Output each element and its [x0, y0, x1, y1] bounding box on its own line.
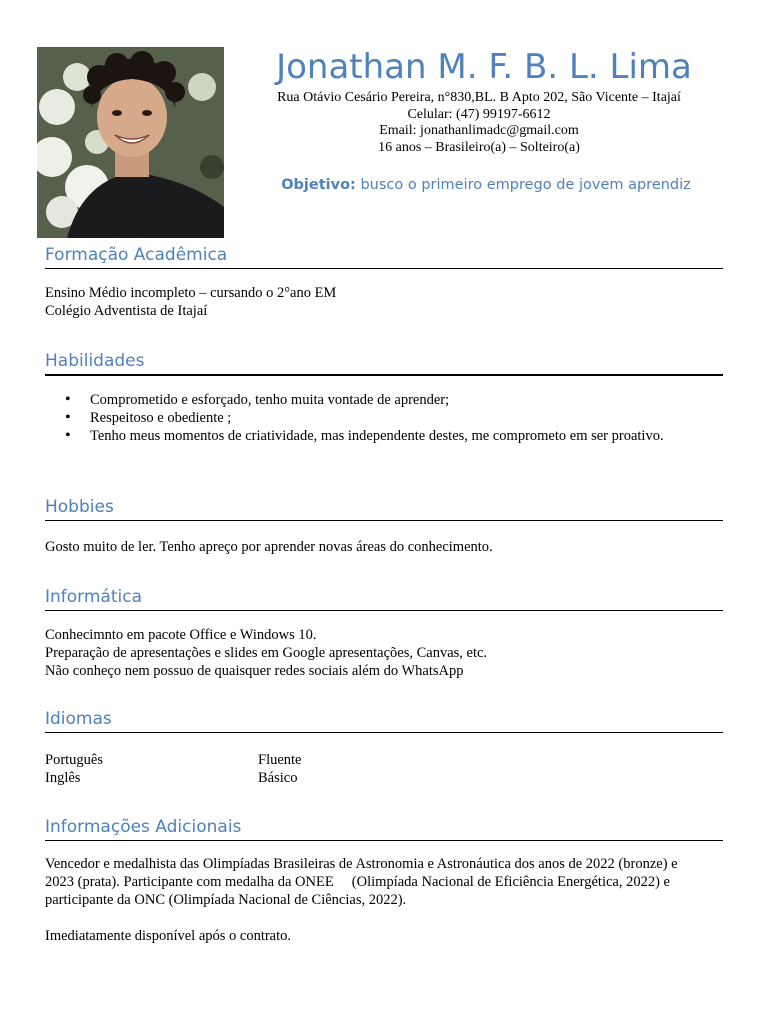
list-item: • Respeitoso e obediente ;	[45, 409, 723, 427]
objective-line	[250, 177, 722, 193]
additional-line: Vencedor e medalhista das Olimpíadas Brasileiras de Astronomia e Astronáutica dos anos de 2022 (bronze) e	[45, 856, 678, 872]
contact-block	[236, 90, 722, 156]
list-item: • Tenho meus momentos de criatividade, mas independente destes, me comprometo em ser proativo.	[45, 427, 723, 445]
profile-photo	[37, 47, 224, 238]
language-level: Básico	[258, 770, 298, 786]
languages-body	[45, 751, 723, 787]
list-item: • Comprometido e esforçado, tenho muita vontade de aprender;	[45, 391, 723, 409]
candidate-name: Jonathan M. F. B. L. Lima	[276, 47, 692, 87]
language-name: Inglês	[45, 770, 81, 786]
language-level: Fluente	[258, 752, 302, 768]
address-line: Rua Otávio Cesário Pereira, n°830,BL. B Apto 202, São Vicente – Itajaí	[277, 90, 681, 105]
resume-header	[236, 44, 722, 193]
phone-line: Celular: (47) 99197-6612	[407, 106, 551, 122]
availability-text: Imediatamente disponível após o contrato.	[45, 928, 292, 944]
email-line: Email: jonathanlimadc@gmail.com	[379, 123, 579, 138]
section-title-languages: Idiomas	[45, 708, 723, 733]
objective-text: busco o primeiro emprego de jovem aprendiz	[355, 177, 691, 193]
section-title-education: Formação Acadêmica	[45, 244, 723, 269]
education-body	[45, 284, 723, 320]
language-name: Português	[45, 752, 103, 768]
section-title-hobbies: Hobbies	[45, 496, 723, 521]
computing-line: Preparação de apresentações e slides em Google apresentações, Canvas, etc.	[45, 645, 488, 661]
hobbies-text: Gosto muito de ler. Tenho apreço por aprender novas áreas do conhecimento.	[45, 539, 493, 555]
hobbies-body	[45, 538, 723, 556]
computing-line: Conhecimnto em pacote Office e Windows 10.	[45, 627, 317, 643]
education-line: Colégio Adventista de Itajaí	[45, 303, 208, 319]
computing-line: Não conheço nem possuo de quaisquer redes sociais além do WhatsApp	[45, 663, 464, 679]
language-row	[45, 751, 723, 769]
additional-line: 2023 (prata). Participante com medalha da ONEE (Olimpíada Nacional de Eficiência Energética, 2022) e	[45, 874, 670, 890]
section-title-skills: Habilidades	[45, 350, 723, 376]
skills-body	[45, 391, 723, 445]
additional-body	[45, 855, 723, 945]
education-line: Ensino Médio incompleto – cursando o 2°ano EM	[45, 285, 337, 301]
section-title-additional: Informações Adicionais	[45, 816, 723, 841]
additional-line: participante da ONC (Olimpíada Nacional de Ciências, 2022).	[45, 892, 407, 908]
skills-list	[45, 391, 723, 445]
objective-label: Objetivo:	[281, 177, 356, 193]
section-title-computing: Informática	[45, 586, 723, 611]
computing-body	[45, 626, 723, 680]
language-row	[45, 769, 723, 787]
personal-info-line: 16 anos – Brasileiro(a) – Solteiro(a)	[378, 139, 580, 155]
